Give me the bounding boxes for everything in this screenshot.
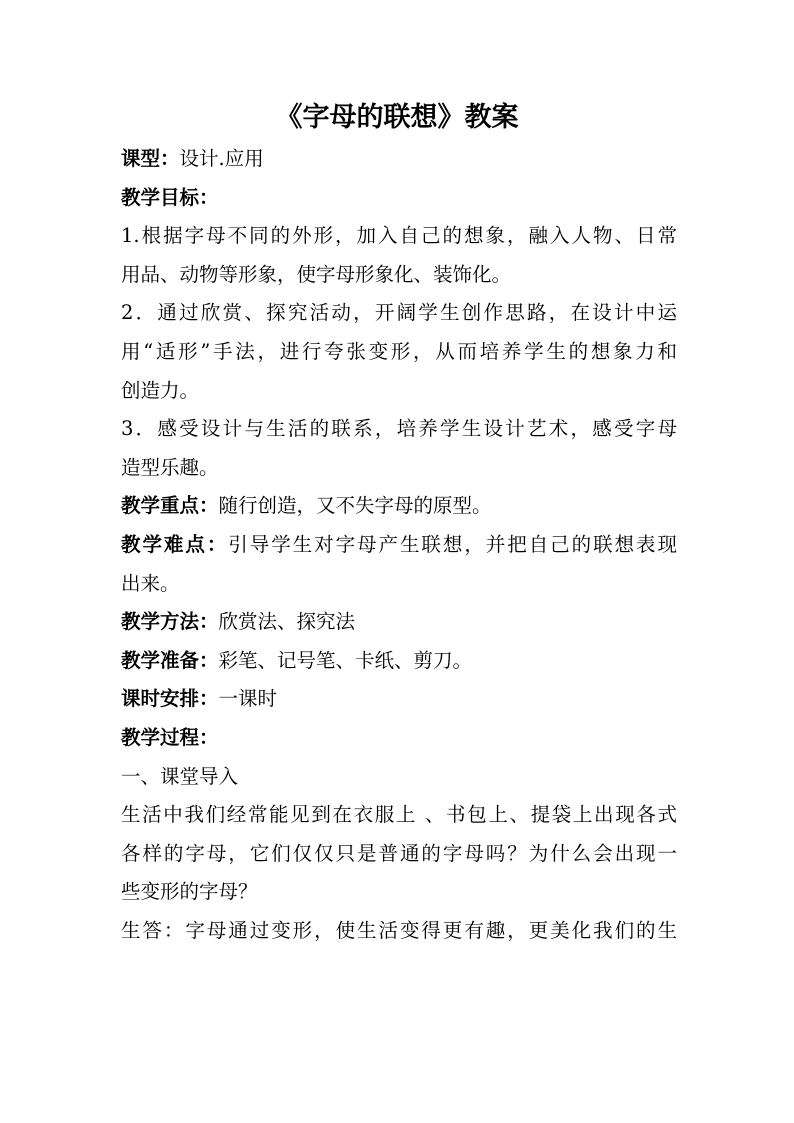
preparation-line (121, 642, 677, 681)
objective-1-line-2: 用品、动物等形象，使字母形象化、装饰化。 (121, 262, 512, 286)
preparation-value: 彩笔、记号笔、卡纸、剪刀。 (218, 648, 473, 672)
document-title: 《字母的联想》教案 (275, 102, 519, 133)
intro-paragraph-line-1: 生活中我们经常能见到在衣服上 、书包上、提袋上出现各式 (121, 803, 677, 827)
key-point-line (121, 487, 677, 526)
intro-paragraph-line-2: 各样的字母，它们仅仅只是普通的字母吗？为什么会出现一 (121, 841, 677, 865)
method-value: 欣赏法、探究法 (218, 610, 356, 634)
process-heading: 教学过程： (121, 725, 219, 749)
objective-2-line-1: 2．通过欣赏、探究活动，开阔学生创作思路，在设计中运 (121, 301, 677, 325)
objective-2-line-3: 创造力。 (121, 378, 200, 402)
course-type-label: 课型： (121, 147, 180, 170)
difficulty-value-line-1: 引导学生对字母产生联想，并把自己的联想表现 (228, 532, 677, 556)
schedule-line (121, 680, 677, 719)
key-point-label: 教学重点： (121, 494, 219, 518)
difficulty-label: 教学难点： (121, 532, 229, 556)
document-body (121, 140, 677, 950)
section-1-heading: 一、课堂导入 (121, 764, 239, 788)
schedule-label: 课时安排： (121, 687, 219, 711)
course-type-line (121, 140, 677, 179)
student-answer-line-1: 生答：字母通过变形，使生活变得更有趣，更美化我们的生 (121, 918, 677, 942)
schedule-value: 一课时 (218, 687, 278, 711)
difficulty-line-1 (121, 526, 677, 565)
method-line (121, 603, 677, 642)
objective-2-line-2: 用“适形”手法，进行夸张变形，从而培养学生的想象力和 (121, 339, 677, 363)
preparation-label: 教学准备： (121, 648, 219, 672)
objectives-heading: 教学目标： (121, 185, 219, 209)
objective-3-line-2: 造型乐趣。 (121, 455, 219, 479)
objective-1-line-1: 1.根据字母不同的外形，加入自己的想象，融入人物、日常 (121, 224, 677, 248)
intro-paragraph-line-3: 些变形的字母？ (121, 880, 258, 904)
course-type-value: 设计.应用 (179, 147, 264, 170)
key-point-value: 随行创造，又不失字母的原型。 (218, 494, 492, 518)
objective-3-line-1: 3．感受设计与生活的联系，培养学生设计艺术，感受字母 (121, 417, 677, 441)
method-label: 教学方法： (121, 610, 219, 634)
difficulty-line-2: 出来。 (121, 571, 180, 595)
